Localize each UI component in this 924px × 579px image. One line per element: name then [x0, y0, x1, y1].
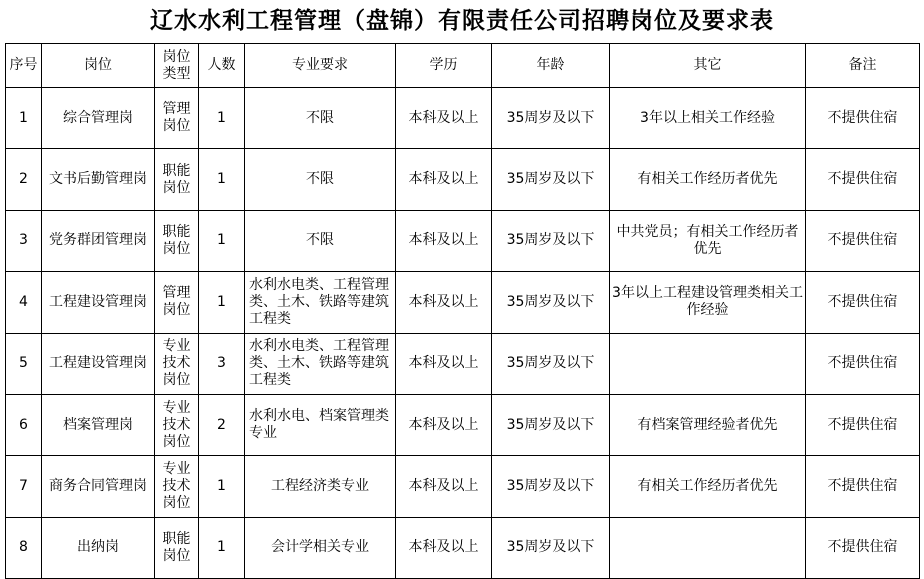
cell-age: 35周岁及以下 [492, 149, 610, 210]
header-remark: 备注 [806, 44, 920, 88]
cell-age: 35周岁及以下 [492, 88, 610, 149]
cell-education: 本科及以上 [396, 394, 492, 455]
cell-education: 本科及以上 [396, 456, 492, 517]
cell-major: 工程经济类专业 [245, 456, 396, 517]
cell-type: 管理岗位 [155, 272, 199, 333]
cell-other: 3年以上相关工作经验 [610, 88, 806, 149]
cell-index: 6 [6, 394, 42, 455]
cell-other [610, 333, 806, 394]
cell-remark: 不提供住宿 [806, 272, 920, 333]
cell-education: 本科及以上 [396, 149, 492, 210]
table-row [6, 88, 920, 149]
cell-other: 有相关工作经历者优先 [610, 456, 806, 517]
cell-type: 专业技术岗位 [155, 456, 199, 517]
cell-index: 7 [6, 456, 42, 517]
cell-count: 1 [199, 210, 245, 271]
cell-other: 3年以上工程建设管理类相关工作经验 [610, 272, 806, 333]
cell-type: 专业技术岗位 [155, 333, 199, 394]
cell-remark: 不提供住宿 [806, 210, 920, 271]
cell-age: 35周岁及以下 [492, 394, 610, 455]
cell-position: 文书后勤管理岗 [42, 149, 155, 210]
cell-other: 有相关工作经历者优先 [610, 149, 806, 210]
cell-major: 水利水电类、工程管理类、土木、铁路等建筑工程类 [245, 333, 396, 394]
cell-other: 有档案管理经验者优先 [610, 394, 806, 455]
cell-count: 1 [199, 149, 245, 210]
cell-position: 综合管理岗 [42, 88, 155, 149]
header-position: 岗位 [42, 44, 155, 88]
cell-education: 本科及以上 [396, 272, 492, 333]
cell-major: 会计学相关专业 [245, 517, 396, 578]
cell-index: 8 [6, 517, 42, 578]
header-index: 序号 [6, 44, 42, 88]
cell-age: 35周岁及以下 [492, 456, 610, 517]
cell-count: 2 [199, 394, 245, 455]
table-row [6, 149, 920, 210]
table-row [6, 272, 920, 333]
cell-age: 35周岁及以下 [492, 517, 610, 578]
cell-position: 工程建设管理岗 [42, 333, 155, 394]
cell-count: 1 [199, 272, 245, 333]
cell-remark: 不提供住宿 [806, 88, 920, 149]
cell-index: 2 [6, 149, 42, 210]
cell-type: 职能岗位 [155, 517, 199, 578]
cell-position: 党务群团管理岗 [42, 210, 155, 271]
cell-remark: 不提供住宿 [806, 456, 920, 517]
header-education: 学历 [396, 44, 492, 88]
page-title: 辽水水利工程管理（盘锦）有限责任公司招聘岗位及要求表 [150, 8, 774, 34]
cell-major: 不限 [245, 149, 396, 210]
header-other: 其它 [610, 44, 806, 88]
cell-position: 商务合同管理岗 [42, 456, 155, 517]
cell-other: 中共党员；有相关工作经历者优先 [610, 210, 806, 271]
cell-remark: 不提供住宿 [806, 149, 920, 210]
table-row [6, 517, 920, 578]
cell-age: 35周岁及以下 [492, 210, 610, 271]
table-row [6, 394, 920, 455]
recruitment-table [5, 43, 920, 579]
header-row [6, 44, 920, 88]
cell-count: 1 [199, 456, 245, 517]
cell-remark: 不提供住宿 [806, 333, 920, 394]
cell-type: 管理岗位 [155, 88, 199, 149]
cell-index: 5 [6, 333, 42, 394]
cell-count: 3 [199, 333, 245, 394]
cell-position: 档案管理岗 [42, 394, 155, 455]
cell-position: 出纳岗 [42, 517, 155, 578]
cell-major: 不限 [245, 210, 396, 271]
table-row [6, 333, 920, 394]
cell-index: 1 [6, 88, 42, 149]
cell-education: 本科及以上 [396, 517, 492, 578]
cell-remark: 不提供住宿 [806, 517, 920, 578]
cell-type: 职能岗位 [155, 210, 199, 271]
cell-index: 3 [6, 210, 42, 271]
cell-type: 专业技术岗位 [155, 394, 199, 455]
table-row [6, 210, 920, 271]
cell-education: 本科及以上 [396, 88, 492, 149]
cell-major: 不限 [245, 88, 396, 149]
cell-index: 4 [6, 272, 42, 333]
header-type: 岗位类型 [155, 44, 199, 88]
cell-other [610, 517, 806, 578]
cell-count: 1 [199, 88, 245, 149]
cell-education: 本科及以上 [396, 210, 492, 271]
cell-major: 水利水电类、工程管理类、土木、铁路等建筑工程类 [245, 272, 396, 333]
header-major: 专业要求 [245, 44, 396, 88]
cell-age: 35周岁及以下 [492, 333, 610, 394]
cell-major: 水利水电、档案管理类专业 [245, 394, 396, 455]
header-age: 年龄 [492, 44, 610, 88]
cell-age: 35周岁及以下 [492, 272, 610, 333]
cell-count: 1 [199, 517, 245, 578]
header-count: 人数 [199, 44, 245, 88]
cell-education: 本科及以上 [396, 333, 492, 394]
table-row [6, 456, 920, 517]
cell-remark: 不提供住宿 [806, 394, 920, 455]
cell-type: 职能岗位 [155, 149, 199, 210]
cell-position: 工程建设管理岗 [42, 272, 155, 333]
